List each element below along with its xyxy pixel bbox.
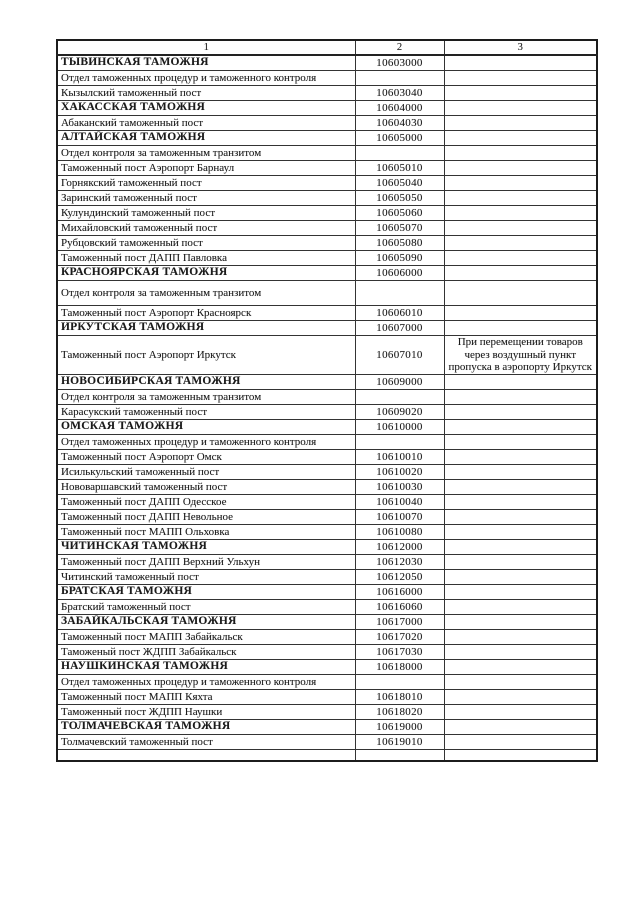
note-cell (444, 644, 597, 659)
section-label-cell: Отдел таможенных процедур и таможенного контроля (57, 71, 355, 86)
post-name-cell: Братский таможенный пост (57, 599, 355, 614)
code-cell: 10612030 (355, 554, 444, 569)
post-name-cell: Таможенный пост ДАПП Верхний Ульхун (57, 554, 355, 569)
office-name-cell: ХАКАССКАЯ ТАМОЖНЯ (57, 101, 355, 116)
table-row (57, 464, 597, 479)
note-cell (444, 614, 597, 629)
code-cell: 10610080 (355, 524, 444, 539)
post-name-cell: Таможенный пост ДАПП Одесское (57, 494, 355, 509)
post-name-cell: Таможенный пост МАПП Кяхта (57, 689, 355, 704)
code-cell (355, 389, 444, 404)
office-name-cell: ЧИТИНСКАЯ ТАМОЖНЯ (57, 539, 355, 554)
post-name-cell: Горнякский таможенный пост (57, 176, 355, 191)
table-row (57, 734, 597, 749)
note-cell (444, 321, 597, 336)
code-cell: 10604030 (355, 116, 444, 131)
code-cell: 10610030 (355, 479, 444, 494)
table-row (57, 509, 597, 524)
section-label-cell: Отдел контроля за таможенным транзитом (57, 389, 355, 404)
note-cell (444, 719, 597, 734)
table-row (57, 131, 597, 146)
code-cell: 10605000 (355, 131, 444, 146)
table-row (57, 221, 597, 236)
post-name-cell: Толмачевский таможенный пост (57, 734, 355, 749)
post-name-cell: Таможенный пост Аэропорт Иркутск (57, 336, 355, 375)
note-cell (444, 266, 597, 281)
section-label-cell: Отдел контроля за таможенным транзитом (57, 146, 355, 161)
table-row (57, 689, 597, 704)
post-name-cell: Читинский таможенный пост (57, 569, 355, 584)
code-cell: 10605050 (355, 191, 444, 206)
note-cell (444, 146, 597, 161)
code-cell: 10612050 (355, 569, 444, 584)
note-cell (444, 449, 597, 464)
table-row (57, 191, 597, 206)
table-row (57, 336, 597, 375)
code-cell: 10605010 (355, 161, 444, 176)
code-cell: 10617030 (355, 644, 444, 659)
post-name-cell: Таможенный пост ЖДПП Наушки (57, 704, 355, 719)
table-row (57, 479, 597, 494)
section-label-cell: Отдел таможенных процедур и таможенного контроля (57, 434, 355, 449)
table-row (57, 434, 597, 449)
post-name-cell: Абаканский таможенный пост (57, 116, 355, 131)
office-name-cell: ТЫВИНСКАЯ ТАМОЖНЯ (57, 55, 355, 71)
post-name-cell: Карасукский таможенный пост (57, 404, 355, 419)
note-cell (444, 539, 597, 554)
code-cell: 10616060 (355, 599, 444, 614)
code-cell: 10607000 (355, 321, 444, 336)
post-name-cell: Михайловский таможенный пост (57, 221, 355, 236)
table-row (57, 55, 597, 71)
code-cell: 10618020 (355, 704, 444, 719)
section-label-cell: Отдел таможенных процедур и таможенного контроля (57, 674, 355, 689)
table-row (57, 321, 597, 336)
note-cell (444, 434, 597, 449)
table-row (57, 266, 597, 281)
table-row (57, 659, 597, 674)
note-cell (444, 689, 597, 704)
table-header-row (57, 40, 597, 55)
office-name-cell: ТОЛМАЧЕВСКАЯ ТАМОЖНЯ (57, 719, 355, 734)
office-name-cell: ИРКУТСКАЯ ТАМОЖНЯ (57, 321, 355, 336)
code-cell: 10606010 (355, 306, 444, 321)
table-row (57, 494, 597, 509)
code-cell: 10616000 (355, 584, 444, 599)
table-row (57, 719, 597, 734)
code-cell: 10610040 (355, 494, 444, 509)
table-row (57, 524, 597, 539)
note-cell (444, 101, 597, 116)
note-cell (444, 704, 597, 719)
table-row (57, 306, 597, 321)
office-name-cell: ЗАБАЙКАЛЬСКАЯ ТАМОЖНЯ (57, 614, 355, 629)
note-cell (444, 191, 597, 206)
post-name-cell: Кызылский таможенный пост (57, 86, 355, 101)
note-cell (444, 176, 597, 191)
section-label-cell: Отдел контроля за таможенным транзитом (57, 281, 355, 306)
note-cell (444, 734, 597, 749)
post-name-cell: Исилькульский таможенный пост (57, 464, 355, 479)
note-cell (444, 236, 597, 251)
code-cell: 10617000 (355, 614, 444, 629)
code-cell: 10604000 (355, 101, 444, 116)
table-row (57, 614, 597, 629)
table-row (57, 539, 597, 554)
code-cell: 10605090 (355, 251, 444, 266)
code-cell: 10612000 (355, 539, 444, 554)
table-row (57, 146, 597, 161)
note-cell (444, 131, 597, 146)
post-name-cell: Таможенный пост ДАПП Павловка (57, 251, 355, 266)
office-name-cell: КРАСНОЯРСКАЯ ТАМОЖНЯ (57, 266, 355, 281)
post-name-cell: Таможеный пост ЖДПП Забайкальск (57, 644, 355, 659)
table-row (57, 584, 597, 599)
table-row (57, 644, 597, 659)
note-cell (444, 389, 597, 404)
code-cell (355, 71, 444, 86)
code-cell: 10603000 (355, 55, 444, 71)
code-cell: 10610070 (355, 509, 444, 524)
note-cell (444, 584, 597, 599)
table-row (57, 449, 597, 464)
office-name-cell: БРАТСКАЯ ТАМОЖНЯ (57, 584, 355, 599)
code-cell: 10609000 (355, 374, 444, 389)
code-cell: 10606000 (355, 266, 444, 281)
table-row (57, 86, 597, 101)
note-cell (444, 569, 597, 584)
column-header-3: 3 (444, 40, 597, 55)
note-cell (444, 659, 597, 674)
note-cell (444, 86, 597, 101)
code-cell: 10618000 (355, 659, 444, 674)
table-row (57, 569, 597, 584)
code-cell: 10610020 (355, 464, 444, 479)
note-cell (444, 629, 597, 644)
table-row (57, 176, 597, 191)
office-name-cell: НОВОСИБИРСКАЯ ТАМОЖНЯ (57, 374, 355, 389)
post-name-cell: Кулундинский таможенный пост (57, 206, 355, 221)
table-row (57, 554, 597, 569)
code-cell (355, 281, 444, 306)
table-row (57, 599, 597, 614)
table-row (57, 629, 597, 644)
note-cell (444, 404, 597, 419)
note-cell (444, 464, 597, 479)
code-cell: 10617020 (355, 629, 444, 644)
code-cell: 10605080 (355, 236, 444, 251)
code-cell: 10609020 (355, 404, 444, 419)
table-row (57, 71, 597, 86)
table-row (57, 749, 597, 761)
column-header-2: 2 (355, 40, 444, 55)
code-cell: 10619010 (355, 734, 444, 749)
code-cell: 10605060 (355, 206, 444, 221)
code-cell (355, 434, 444, 449)
note-cell (444, 479, 597, 494)
table-row (57, 161, 597, 176)
table-row (57, 674, 597, 689)
table-row (57, 281, 597, 306)
table-row (57, 419, 597, 434)
table-row (57, 251, 597, 266)
note-cell (444, 306, 597, 321)
column-header-1: 1 (57, 40, 355, 55)
table-row (57, 374, 597, 389)
post-name-cell: Рубцовский таможенный пост (57, 236, 355, 251)
post-name-cell: Нововаршавский таможенный пост (57, 479, 355, 494)
code-cell: 10610000 (355, 419, 444, 434)
note-cell (444, 419, 597, 434)
code-cell: 10603040 (355, 86, 444, 101)
code-cell: 10618010 (355, 689, 444, 704)
note-cell (444, 161, 597, 176)
office-name-cell: НАУШКИНСКАЯ ТАМОЖНЯ (57, 659, 355, 674)
note-cell (444, 251, 597, 266)
note-cell (444, 206, 597, 221)
note-cell (444, 524, 597, 539)
empty-cell (57, 749, 355, 761)
code-cell: 10610010 (355, 449, 444, 464)
post-name-cell: Таможенный пост ДАПП Невольное (57, 509, 355, 524)
note-cell (444, 374, 597, 389)
note-cell (444, 281, 597, 306)
note-cell (444, 599, 597, 614)
code-cell: 10605040 (355, 176, 444, 191)
note-cell: При перемещении товаров через воздушный пункт пропуска в аэропорту Иркутск (444, 336, 597, 375)
note-cell (444, 554, 597, 569)
post-name-cell: Таможенный пост МАПП Забайкальск (57, 629, 355, 644)
post-name-cell: Таможенный пост Аэропорт Барнаул (57, 161, 355, 176)
code-cell (355, 749, 444, 761)
post-name-cell: Таможенный пост Аэропорт Омск (57, 449, 355, 464)
table-row (57, 206, 597, 221)
table-body (57, 55, 597, 761)
code-cell (355, 146, 444, 161)
code-cell: 10605070 (355, 221, 444, 236)
note-cell (444, 221, 597, 236)
code-cell (355, 674, 444, 689)
note-cell (444, 674, 597, 689)
customs-codes-table (56, 39, 598, 762)
table-row (57, 704, 597, 719)
table-row (57, 236, 597, 251)
note-cell (444, 494, 597, 509)
post-name-cell: Заринский таможенный пост (57, 191, 355, 206)
note-cell (444, 749, 597, 761)
code-cell: 10619000 (355, 719, 444, 734)
table-row (57, 116, 597, 131)
post-name-cell: Таможенный пост МАПП Ольховка (57, 524, 355, 539)
note-cell (444, 71, 597, 86)
note-cell (444, 509, 597, 524)
office-name-cell: ОМСКАЯ ТАМОЖНЯ (57, 419, 355, 434)
table-row (57, 389, 597, 404)
code-cell: 10607010 (355, 336, 444, 375)
note-cell (444, 55, 597, 71)
note-cell (444, 116, 597, 131)
post-name-cell: Таможенный пост Аэропорт Красноярск (57, 306, 355, 321)
table-row (57, 404, 597, 419)
table-row (57, 101, 597, 116)
office-name-cell: АЛТАЙСКАЯ ТАМОЖНЯ (57, 131, 355, 146)
